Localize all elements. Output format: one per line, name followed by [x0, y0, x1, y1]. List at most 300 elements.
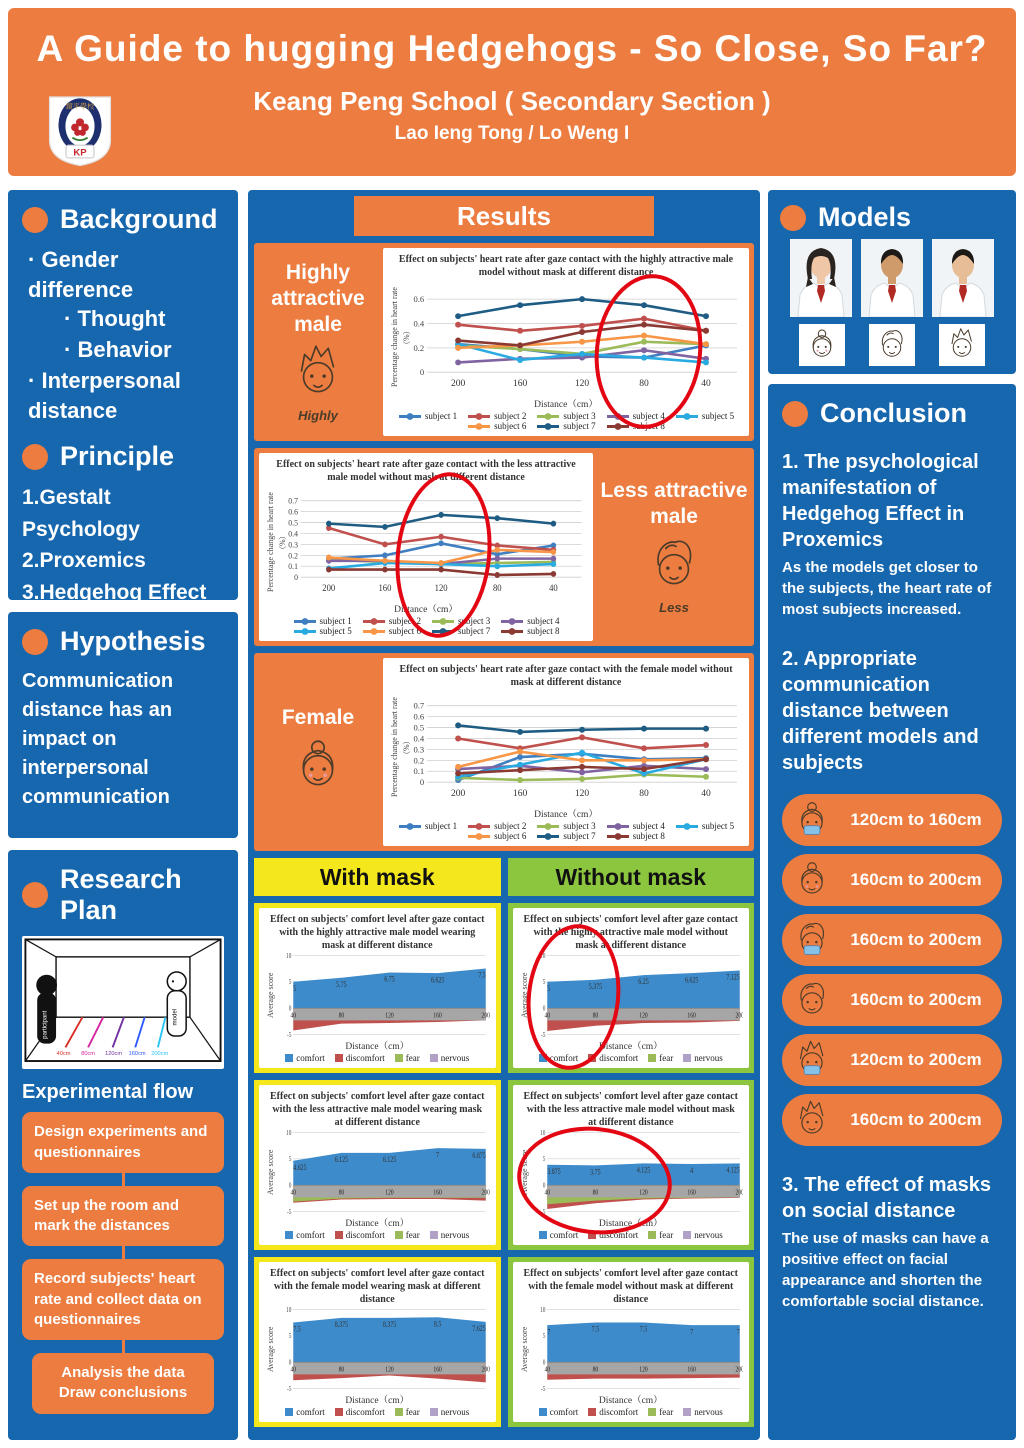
legend-item: comfort — [539, 1053, 579, 1063]
svg-text:40: 40 — [549, 582, 558, 594]
svg-text:40: 40 — [290, 1011, 297, 1020]
background-panel — [8, 190, 238, 604]
chart-title: Effect on subjects' comfort level after gaze contact with the highly attractive male model without mask at different distance — [523, 914, 738, 951]
chart-x-axis-label: Distance（cm） — [345, 1042, 410, 1052]
legend-item: subject 8 — [606, 421, 665, 431]
legend-item: discomfort — [335, 1407, 385, 1417]
chart-title: Effect on subjects' comfort level after gaze contact with the less attractive male model without mask at different distance — [523, 1091, 738, 1128]
results-row-highly-male — [254, 243, 754, 441]
background-bullet-1: · Gender difference — [28, 245, 224, 304]
chart-comfort-highly-male-nomask — [513, 908, 750, 1068]
flow-connector — [122, 1340, 125, 1353]
svg-text:80: 80 — [639, 379, 649, 390]
chart-title: Effect on subjects' heart rate after gaze contact with the highly attractive male model without mask at different distance — [398, 254, 734, 278]
svg-text:120: 120 — [638, 1188, 648, 1197]
svg-text:80cm: 80cm — [81, 1050, 96, 1057]
school-name: Keang Peng School ( Secondary Section ) — [253, 86, 771, 116]
area-plot — [277, 1306, 490, 1392]
legend-item: comfort — [285, 1230, 325, 1240]
svg-text:200: 200 — [735, 1365, 743, 1374]
svg-text:0: 0 — [288, 1005, 292, 1013]
chart-comfort-highly-male-mask — [259, 908, 496, 1068]
svg-text:0: 0 — [542, 1005, 545, 1013]
svg-text:0: 0 — [419, 777, 425, 788]
svg-text:40: 40 — [290, 1188, 297, 1197]
svg-text:5.375: 5.375 — [588, 982, 602, 992]
comfort-charts-row-3 — [254, 1257, 754, 1427]
svg-text:0.5: 0.5 — [413, 722, 425, 733]
less-doodle — [642, 532, 706, 598]
chart-title: Effect on subjects' heart rate after gaze contact with the female model without mask at different distance — [399, 664, 733, 688]
chart-legend — [519, 1406, 744, 1419]
bullet-dot-icon — [780, 205, 806, 231]
hypothesis-heading: Hypothesis — [22, 626, 224, 657]
female-doodle-card — [799, 324, 845, 366]
legend-item: fear — [648, 1407, 673, 1417]
experimental-flow-heading: Experimental flow — [22, 1081, 194, 1104]
svg-text:120: 120 — [574, 379, 590, 390]
legend-item: fear — [648, 1230, 673, 1240]
female-label: Female — [259, 658, 377, 846]
svg-text:5: 5 — [542, 978, 545, 987]
flow-step-1: Design experiments and questionnaires — [22, 1112, 224, 1173]
background-sub-1: · Thought — [64, 304, 224, 335]
svg-text:-5: -5 — [286, 1208, 292, 1215]
svg-text:160: 160 — [686, 1011, 696, 1020]
svg-text:120cm: 120cm — [105, 1050, 123, 1057]
svg-text:80: 80 — [592, 1011, 598, 1020]
less-masked-doodle — [790, 917, 834, 963]
model-photo-male-1 — [861, 239, 923, 317]
without-mask-cell — [508, 903, 755, 1073]
chart-title: Effect on subjects' heart rate after gaze contact with the less attractive male model without mask at different distance — [276, 459, 576, 483]
svg-text:10: 10 — [539, 1129, 545, 1138]
svg-text:4.125: 4.125 — [725, 1165, 740, 1175]
without-mask-cell — [508, 1080, 755, 1250]
svg-text:120: 120 — [638, 1011, 648, 1020]
svg-text:0: 0 — [294, 572, 298, 583]
chart-comfort-female-mask — [259, 1262, 496, 1422]
svg-text:200: 200 — [481, 1188, 490, 1197]
chart-plot-row — [265, 952, 490, 1038]
chart-plot-row — [389, 279, 743, 396]
with-mask-cell — [254, 1257, 501, 1427]
with-mask-cell — [254, 1080, 501, 1250]
legend-item: subject 1 — [398, 411, 457, 421]
legend-item: discomfort — [588, 1407, 638, 1417]
background-bullet-2: · Interpersonal distance — [28, 366, 224, 425]
svg-text:4.125: 4.125 — [636, 1165, 650, 1175]
svg-text:8.375: 8.375 — [382, 1320, 397, 1330]
chart-y-axis-label: Average score — [519, 972, 529, 1018]
chart-x-axis-label: Distance（cm） — [534, 400, 598, 410]
svg-text:7.125: 7.125 — [725, 972, 740, 982]
principle-item-2: 2.Proxemics — [22, 549, 146, 573]
svg-text:40: 40 — [701, 379, 711, 390]
svg-text:0: 0 — [419, 367, 425, 378]
chart-plot — [277, 484, 587, 601]
area-plot — [277, 1129, 490, 1215]
svg-text:6.125: 6.125 — [382, 1155, 397, 1165]
area-plot — [277, 952, 490, 1038]
legend-item: subject 1 — [398, 821, 457, 831]
svg-text:7: 7 — [689, 1327, 693, 1337]
legend-item: discomfort — [335, 1230, 385, 1240]
legend-item: subject 2 — [467, 411, 526, 421]
svg-text:160cm: 160cm — [128, 1050, 146, 1057]
svg-text:200: 200 — [481, 1011, 490, 1020]
highly-masked-doodle-icon — [790, 1037, 834, 1083]
legend-item: subject 7 — [536, 831, 595, 841]
chart-x-axis-label: Distance（cm） — [394, 605, 458, 615]
svg-text:6.625: 6.625 — [684, 975, 698, 985]
svg-text:5: 5 — [293, 984, 297, 994]
svg-text:80: 80 — [639, 789, 649, 800]
legend-item: subject 7 — [431, 626, 490, 636]
bullet-dot-icon — [22, 444, 48, 470]
chart-x-axis-label: Distance（cm） — [345, 1396, 410, 1406]
highly-doodle — [790, 1097, 834, 1143]
svg-text:8.5: 8.5 — [433, 1319, 442, 1329]
chart-y-axis-label: Average score — [266, 1149, 275, 1195]
hypothesis-body: Communication distance has an impact on interpersonal communication — [22, 670, 174, 808]
legend-item: discomfort — [588, 1230, 638, 1240]
female-doodle-icon — [803, 325, 841, 365]
without-mask-cell — [508, 1257, 755, 1427]
less-attractive-male-label: Less attractive male Less — [600, 478, 748, 616]
svg-text:3.75: 3.75 — [589, 1167, 601, 1177]
legend-item: subject 7 — [536, 421, 595, 431]
principle-item-3: 3.Hedgehog Effect — [22, 580, 207, 604]
svg-text:3.875: 3.875 — [546, 1167, 561, 1177]
svg-text:10: 10 — [539, 1306, 545, 1315]
legend-item: discomfort — [588, 1053, 638, 1063]
svg-text:0.7: 0.7 — [288, 496, 298, 506]
chart-plot — [401, 279, 743, 396]
legend-item: subject 5 — [675, 411, 734, 421]
svg-text:80: 80 — [592, 1365, 598, 1374]
svg-text:-5: -5 — [286, 1031, 292, 1038]
chart-legend — [389, 820, 743, 843]
svg-text:7.5: 7.5 — [639, 1324, 647, 1334]
svg-text:0.2: 0.2 — [413, 755, 425, 766]
badge-highly: 160cm to 200cm — [782, 1094, 1002, 1146]
legend-item: subject 4 — [606, 411, 665, 421]
chart-title: Effect on subjects' comfort level after gaze contact with the female model without mask at different distance — [523, 1268, 738, 1305]
svg-text:0.4: 0.4 — [413, 733, 425, 744]
svg-text:120: 120 — [385, 1011, 394, 1020]
svg-text:5: 5 — [288, 1332, 292, 1341]
principle-item-1: 1.Gestalt Psychology — [22, 486, 140, 541]
badge-highly-masked: 120cm to 200cm — [782, 1034, 1002, 1086]
chart-y-axis-label: Average score — [266, 1326, 275, 1372]
chart-plot-row — [389, 689, 743, 806]
svg-text:200: 200 — [735, 1011, 743, 1020]
chart-x-axis-label: Distance（cm） — [598, 1219, 663, 1229]
svg-text:80: 80 — [338, 1011, 345, 1020]
svg-text:participant: participant — [41, 1010, 49, 1039]
bullet-dot-icon — [22, 882, 48, 908]
less-doodle-card — [869, 324, 915, 366]
badge-female-masked: 120cm to 160cm — [782, 794, 1002, 846]
chart-title: Effect on subjects' comfort level after gaze contact with the less attractive male model wearing mask at different distance — [270, 1091, 485, 1128]
svg-text:5: 5 — [288, 978, 292, 987]
svg-text:0.1: 0.1 — [413, 766, 425, 777]
svg-text:200: 200 — [735, 1188, 743, 1197]
background-heading: Background — [22, 204, 224, 235]
model-photo-male-2 — [932, 239, 994, 317]
results-heading: Results — [354, 196, 654, 236]
legend-item: fear — [395, 1407, 420, 1417]
chart-legend — [519, 1052, 744, 1065]
chart-title: Effect on subjects' comfort level after gaze contact with the highly attractive male model wearing mask at different distance — [270, 914, 485, 951]
svg-text:-5: -5 — [540, 1031, 545, 1038]
svg-text:160: 160 — [686, 1188, 696, 1197]
highly-boy-doodle-icon — [286, 340, 350, 406]
chart-plot — [277, 952, 490, 1038]
svg-text:5: 5 — [546, 984, 550, 994]
chart-plot — [531, 1129, 744, 1215]
authors: Lao Ieng Tong / Lo Weng I — [394, 123, 630, 144]
less-doodle — [790, 977, 834, 1023]
legend-item: nervous — [683, 1053, 723, 1063]
models-panel — [768, 190, 1016, 374]
svg-text:7: 7 — [436, 1150, 440, 1160]
svg-text:0.3: 0.3 — [413, 744, 425, 755]
svg-text:200: 200 — [450, 379, 466, 390]
flow-step-4: Analysis the data Draw conclusions — [32, 1353, 214, 1414]
svg-text:5: 5 — [542, 1332, 545, 1341]
female-doodle — [803, 325, 841, 365]
svg-text:7.625: 7.625 — [472, 1324, 486, 1334]
svg-text:10: 10 — [286, 1129, 292, 1138]
chart-comfort-less-male-mask — [259, 1085, 496, 1245]
legend-item: fear — [648, 1053, 673, 1063]
legend-item: subject 3 — [536, 411, 595, 421]
svg-text:80: 80 — [338, 1188, 345, 1197]
svg-text:6.125: 6.125 — [334, 1155, 349, 1165]
svg-text:0: 0 — [288, 1182, 292, 1190]
svg-text:0.3: 0.3 — [288, 540, 298, 550]
svg-text:0.6: 0.6 — [413, 294, 425, 305]
line-plot — [401, 279, 743, 396]
svg-text:-5: -5 — [540, 1385, 545, 1392]
svg-text:-5: -5 — [286, 1385, 292, 1392]
conclusion-item-2-title: 2. Appropriate communication distance between different models and subjects — [782, 648, 979, 774]
legend-item: subject 3 — [536, 821, 595, 831]
legend-item: comfort — [285, 1407, 325, 1417]
left-column — [8, 190, 238, 1440]
svg-text:0: 0 — [542, 1359, 545, 1367]
school-logo-graphic — [42, 92, 118, 168]
svg-text:160: 160 — [378, 582, 392, 594]
conclusion-heading: Conclusion — [782, 398, 1002, 429]
chart-x-axis-label: Distance（cm） — [598, 1042, 663, 1052]
chart-heart-rate-less-male — [259, 453, 593, 641]
conclusion-item-3-title: 3. The effect of masks on social distance — [782, 1174, 991, 1222]
highly-doodle-card — [939, 324, 985, 366]
comfort-charts-row-2 — [254, 1080, 754, 1250]
with-mask-cell — [254, 903, 501, 1073]
chart-plot-row — [265, 1306, 490, 1392]
svg-text:40: 40 — [701, 789, 711, 800]
female-doodle-icon — [286, 733, 350, 799]
legend-item: comfort — [539, 1407, 579, 1417]
svg-text:7.5: 7.5 — [293, 1324, 301, 1334]
poster-title: A Guide to hugging Hedgehogs - So Close, So Far? — [36, 28, 988, 69]
svg-text:0.5: 0.5 — [288, 518, 298, 528]
conclusion-item-1-body: As the models get closer to the subjects, the heart rate of most subjects increased. — [782, 559, 992, 618]
model-photos — [780, 239, 1004, 317]
hypothesis-panel — [8, 612, 238, 838]
svg-text:0: 0 — [288, 1359, 292, 1367]
chart-plot — [277, 1129, 490, 1215]
chart-heart-rate-female — [383, 658, 749, 846]
svg-text:5: 5 — [542, 1155, 545, 1164]
legend-item: subject 5 — [675, 821, 734, 831]
right-column — [768, 190, 1016, 1440]
svg-text:0: 0 — [542, 1182, 545, 1190]
legend-item: nervous — [683, 1230, 723, 1240]
model-photo-graphic — [861, 239, 923, 317]
highly-doodle-icon — [790, 1097, 834, 1143]
chart-y-axis-label: Percentage change in heart rate（%） — [390, 287, 411, 388]
svg-text:0.1: 0.1 — [288, 561, 298, 572]
female-doodle — [790, 857, 834, 903]
svg-text:120: 120 — [385, 1188, 394, 1197]
svg-text:120: 120 — [434, 582, 448, 594]
chart-x-axis-label: Distance（cm） — [534, 810, 598, 820]
svg-text:5: 5 — [288, 1155, 292, 1164]
svg-text:0.2: 0.2 — [288, 551, 298, 561]
svg-text:80: 80 — [592, 1188, 598, 1197]
flow-step-2: Set up the room and mark the distances — [22, 1186, 224, 1247]
legend-item: subject 2 — [362, 616, 421, 626]
legend-item: subject 2 — [467, 821, 526, 831]
legend-item: subject 5 — [293, 626, 352, 636]
flow-connector — [122, 1173, 125, 1186]
svg-text:160: 160 — [433, 1188, 442, 1197]
highly-attractive-male-label: Highly attractive male Highly — [271, 260, 365, 424]
chart-legend — [265, 1052, 490, 1065]
svg-text:0.4: 0.4 — [288, 529, 298, 539]
area-plot — [531, 952, 744, 1038]
svg-text:120: 120 — [638, 1365, 648, 1374]
less-masked-doodle-icon — [790, 917, 834, 963]
svg-text:KP: KP — [73, 147, 87, 159]
svg-text:鏡平學校: 鏡平學校 — [65, 102, 95, 111]
chart-y-axis-label: Percentage change in heart rate（%） — [390, 697, 411, 798]
conclusion-item-3-body: The use of masks can have a positive effect on facial appearance and shorten the comfortable social distance. — [782, 1230, 989, 1310]
legend-item: subject 6 — [467, 831, 526, 841]
chart-plot-row — [519, 1306, 744, 1392]
svg-text:200: 200 — [322, 582, 336, 594]
chart-plot-row — [519, 952, 744, 1038]
poster-header — [8, 8, 1016, 176]
legend-item: nervous — [430, 1407, 470, 1417]
area-plot — [531, 1306, 744, 1392]
svg-text:0.6: 0.6 — [413, 711, 425, 722]
less-caption: Less — [659, 600, 689, 616]
legend-item: subject 1 — [293, 616, 352, 626]
chart-y-axis-label: Average score — [519, 1326, 529, 1372]
legend-item: nervous — [430, 1053, 470, 1063]
svg-text:7.5: 7.5 — [591, 1324, 599, 1334]
highly-boy-doodle-icon — [943, 325, 981, 365]
svg-text:40cm: 40cm — [56, 1050, 71, 1057]
models-heading: Models — [780, 202, 1004, 233]
results-row-less-male — [254, 448, 754, 646]
highly-caption: Highly — [298, 408, 338, 424]
svg-text:200: 200 — [481, 1365, 490, 1374]
chart-legend — [519, 1229, 744, 1242]
chart-plot — [401, 689, 743, 806]
svg-text:6.625: 6.625 — [430, 975, 445, 985]
chart-heart-rate-highly-male — [383, 248, 749, 436]
legend-item: nervous — [430, 1230, 470, 1240]
legend-item: discomfort — [335, 1053, 385, 1063]
svg-text:0.2: 0.2 — [413, 342, 425, 353]
legend-item: subject 6 — [362, 626, 421, 636]
svg-text:6.25: 6.25 — [637, 977, 649, 987]
chart-legend — [389, 410, 743, 433]
svg-text:4.625: 4.625 — [293, 1163, 307, 1173]
chart-y-axis-label: Average score — [266, 972, 275, 1018]
comfort-charts-row-1 — [254, 903, 754, 1073]
svg-text:160: 160 — [433, 1365, 442, 1374]
legend-item: subject 4 — [500, 616, 559, 626]
model-photo-graphic — [932, 239, 994, 317]
svg-text:10: 10 — [539, 952, 545, 961]
legend-item: nervous — [683, 1407, 723, 1417]
flow-connector — [122, 1246, 125, 1259]
svg-text:40: 40 — [290, 1365, 297, 1374]
chart-plot — [531, 1306, 744, 1392]
svg-text:120: 120 — [385, 1365, 394, 1374]
svg-text:0.7: 0.7 — [413, 700, 425, 711]
room-diagram-graphic — [24, 938, 222, 1062]
less-boy-doodle-icon — [642, 532, 706, 598]
chart-plot-row — [265, 1129, 490, 1215]
svg-text:10: 10 — [286, 1306, 292, 1315]
bullet-dot-icon — [782, 401, 808, 427]
svg-text:8.375: 8.375 — [334, 1320, 349, 1330]
experiment-room-diagram — [22, 936, 224, 1069]
distance-badges — [782, 786, 1002, 1154]
svg-text:7: 7 — [546, 1327, 550, 1337]
line-plot — [277, 484, 587, 601]
model-photo-female — [790, 239, 852, 317]
line-plot — [401, 689, 743, 806]
svg-text:4: 4 — [689, 1166, 693, 1176]
legend-item: subject 8 — [500, 626, 559, 636]
chart-plot — [277, 1306, 490, 1392]
svg-text:40: 40 — [543, 1365, 550, 1374]
chart-title: Effect on subjects' comfort level after gaze contact with the female model wearing mask at different distance — [270, 1268, 485, 1305]
chart-legend — [265, 1229, 490, 1242]
legend-item: comfort — [539, 1230, 579, 1240]
chart-y-axis-label: Percentage change in heart rate（%） — [266, 492, 287, 593]
chart-x-axis-label: Distance（cm） — [345, 1219, 410, 1229]
chart-plot-row — [519, 1129, 744, 1215]
highly-masked-doodle — [790, 1037, 834, 1083]
research-plan-panel — [8, 850, 238, 1440]
badge-less: 160cm to 200cm — [782, 974, 1002, 1026]
legend-item: fear — [395, 1053, 420, 1063]
svg-text:5.75: 5.75 — [336, 980, 347, 990]
less-doodle — [873, 325, 911, 365]
conclusion-item-1-title: 1. The psychological manifestation of Hedgehog Effect in Proxemics — [782, 451, 979, 551]
